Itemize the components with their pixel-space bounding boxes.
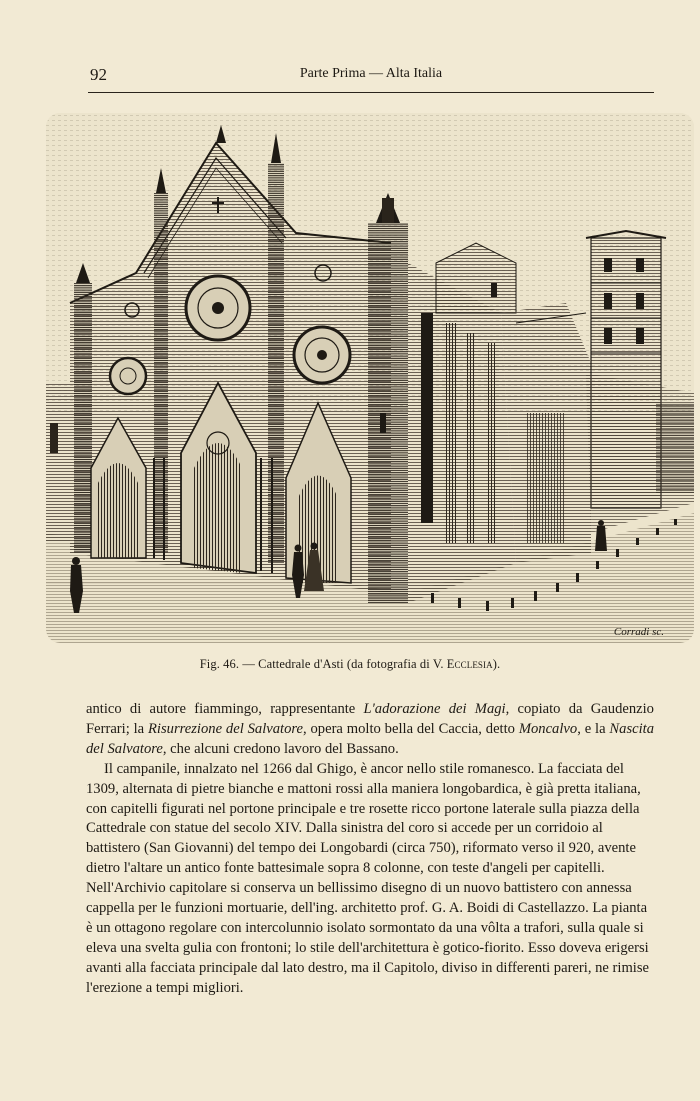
- paragraph-1: [86, 700, 654, 760]
- body-text: [86, 700, 654, 999]
- caption-credit: Ecclesia: [446, 657, 493, 671]
- page-header: [88, 62, 654, 93]
- paragraph-2: Il campanile, innalzato nel 1266 dal Ghigo, è ancor nello stile romanesco. La facciata del 1309, alternata di pietre bianche e mattoni rossi alla maniera longobardica, è già pretta italiana, con capitelli figurati nel portone principale e tre rosette ricco portone laterale sulla piazza della Cattedrale con statue del secolo XIV. Dalla sinistra del coro si accede per un corridoio al battistero (San Giovanni) del tempo dei Longobardi (circa 750), riformato verso il 920, avente dietro l'altare un antico fonte battesimale sopra 8 colonne, con teste d'angeli per capitelli. Nell'Archivio capitolare si conserva un bellissimo disegno di un nuovo battistero con annessa cappella per le funzioni mortuarie, dell'ing. architetto prof. G. A. Boidi di Castellazzo. La pianta è un ottagono regolare con intercolunnio isolato sormontato da una vôlta a trafori, sulla quale si eleva una svelta gulia con frontoni; lo stile dell'architettura è gotico-fiorito. Esso doveva erigersi avanti alla facciata principale dal lato destro, ma il Capitolo, diviso in differenti pareri, ne rimise l'erezione a tempi migliori.: [86, 760, 650, 996]
- artwork-title: L'adorazione dei Magi: [363, 701, 506, 717]
- caption-end: ).: [492, 657, 501, 671]
- artwork-title: Nascita del Salvatore: [86, 720, 655, 757]
- p1-text-e: , che alcuni credono lavoro del Bassano.: [162, 740, 399, 757]
- p1-text-c: , opera molto bella del Caccia, detto: [303, 720, 519, 737]
- cathedral-engraving-icon: [46, 113, 694, 643]
- artist-name: Moncalvo: [518, 720, 578, 737]
- caption-label: Fig. 46. — Cattedrale d'Asti (da fotografia di V.: [199, 657, 447, 671]
- cathedral-illustration: [46, 113, 694, 643]
- figure-caption: [0, 657, 700, 672]
- p1-text-d: , e la: [577, 720, 610, 737]
- running-title: Parte Prima — Alta Italia: [299, 66, 443, 81]
- artwork-title: Risurrezione del Salvatore: [148, 720, 303, 737]
- p1-text-a: antico di autore fiammingo, rappresentante: [86, 701, 364, 717]
- p1-text-b: , copiato da Gaudenzio Ferrari; la: [86, 701, 654, 737]
- page-number: 92: [90, 65, 107, 84]
- engraver-signature: Corradi sc.: [613, 626, 664, 638]
